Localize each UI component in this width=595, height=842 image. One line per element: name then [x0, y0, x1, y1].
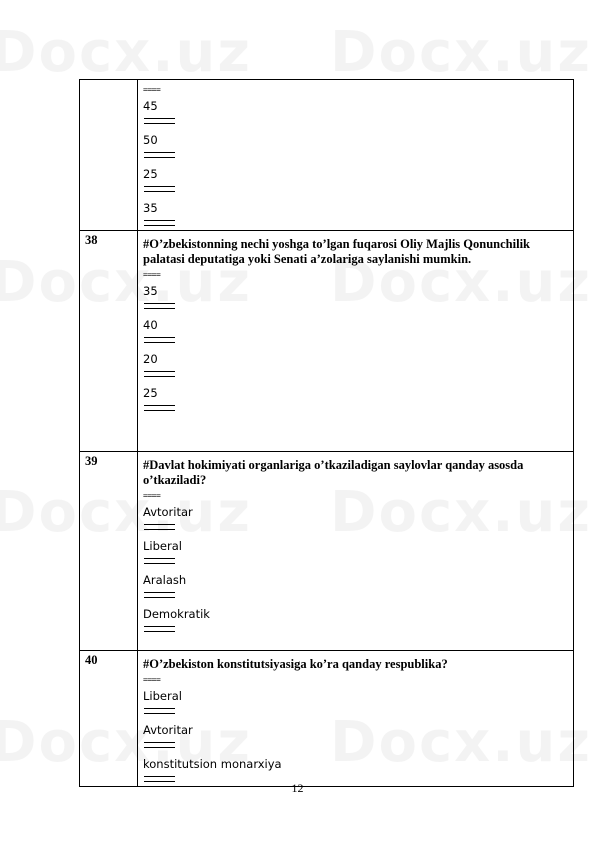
question-body	[138, 452, 574, 651]
answer-option: konstitutsion monarxiya	[143, 757, 282, 771]
question-number: 39	[80, 452, 138, 651]
answer-divider	[144, 337, 175, 343]
answer-separator: ====	[143, 491, 161, 500]
question-row	[80, 651, 574, 787]
answer-option: 25	[143, 386, 158, 400]
question-number: 40	[80, 651, 138, 787]
answer-option: 50	[143, 133, 158, 147]
answer-option: Liberal	[143, 539, 182, 553]
answer-divider	[144, 118, 175, 124]
answer-option: Demokratik	[143, 607, 210, 621]
question-body	[138, 651, 574, 787]
answer-divider	[144, 742, 175, 748]
answer-divider	[144, 186, 175, 192]
answer-divider	[144, 592, 175, 598]
answer-divider	[144, 152, 175, 158]
answer-divider	[144, 558, 175, 564]
answer-divider	[144, 220, 175, 226]
answer-separator: ====	[143, 85, 161, 94]
page-number: 12	[291, 781, 304, 795]
answer-option: 35	[143, 284, 158, 298]
answer-option: Aralash	[143, 573, 187, 587]
watermark	[330, 20, 592, 85]
question-text: #O’zbekistonning nechi yoshga to’lgan fuqarosi Oliy Majlis Qonunchilik palatasi deputatiga yoki Senati a’zolariga saylanishi mumkin.	[143, 237, 530, 266]
answer-divider	[144, 371, 175, 377]
question-row	[80, 80, 574, 231]
answer-option: 45	[143, 99, 158, 113]
answer-option: 25	[143, 167, 158, 181]
answer-option: 35	[143, 201, 158, 215]
answer-divider	[144, 303, 175, 309]
question-number: 38	[80, 231, 138, 452]
question-number	[80, 80, 138, 231]
question-text: #Davlat hokimiyati organlariga o’tkaziladigan saylovlar qanday asosda o’tkaziladi?	[143, 458, 524, 487]
questions-table	[79, 79, 574, 787]
answer-separator: ====	[143, 675, 161, 684]
answer-separator: ====	[143, 270, 161, 279]
question-row	[80, 231, 574, 452]
answer-option: Liberal	[143, 689, 182, 703]
answer-option: Avtoritar	[143, 723, 193, 737]
watermark	[0, 20, 252, 85]
question-body	[138, 80, 574, 231]
answer-divider	[144, 405, 175, 411]
answer-option: Avtoritar	[143, 505, 193, 519]
answer-divider	[144, 626, 175, 632]
question-text: #O’zbekiston konstitutsiyasiga ko’ra qanday respublika?	[143, 657, 448, 671]
answer-divider	[144, 708, 175, 714]
answer-divider	[144, 524, 175, 530]
question-row	[80, 452, 574, 651]
answer-option: 40	[143, 318, 158, 332]
question-body	[138, 231, 574, 452]
answer-option: 20	[143, 352, 158, 366]
